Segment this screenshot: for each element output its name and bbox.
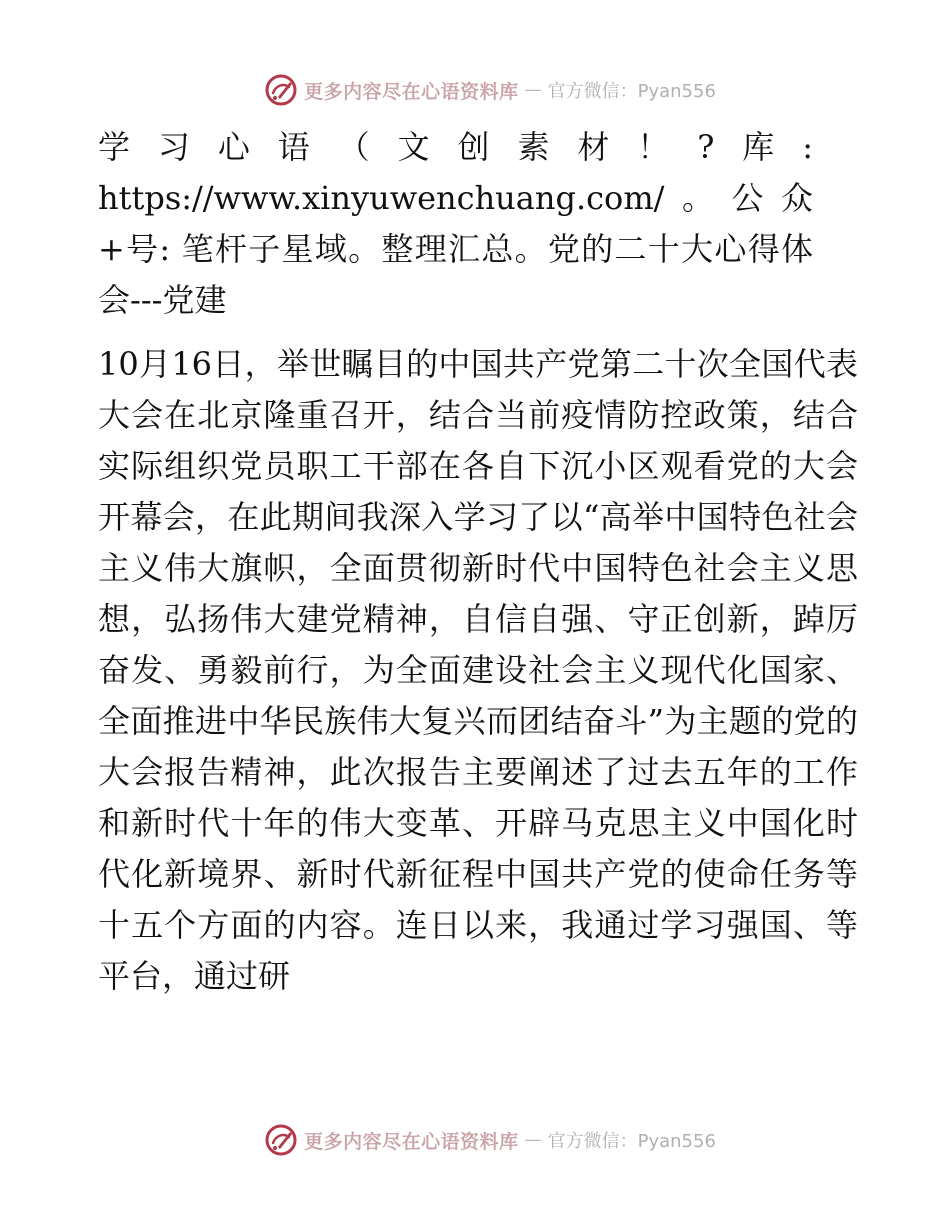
body-paragraph: 10月16日，举世瞩目的中国共产党第二十次全国代表大会在北京隆重召开，结合当前疫情防控政策，结合实际组织党员职工干部在各自下沉小区观看党的大会开幕会，在此期间我深入学习了以“高举中国特色社会主义伟大旗帜，全面贯彻新时代中国特色社会主义思想，弘扬伟大建党精神，自信自强、守正创新，踔厉奋发、勇毅前行，为全面建设社会主义现代化国家、全面推进中华民族伟大复兴而团结奋斗”为主题的党的大会报告精神，此次报告主要阐述了过去五年的工作和新时代十年的伟大变革、开辟马克思主义中国化时代化新境界、新时代新征程中国共产党的使命任务等十五个方面的内容。连日以来，我通过学习强国、等平台，通过研 <box>98 345 858 995</box>
watermark-wechat-text: 官方微信：Pyan556 <box>547 1131 716 1152</box>
watermark-wechat-text: 官方微信：Pyan556 <box>547 81 716 102</box>
watermark-site-text: 更多内容尽在心语资料库 <box>304 1130 519 1153</box>
document-body <box>98 122 858 1002</box>
watermark-site-text: 更多内容尽在心语资料库 <box>304 80 519 103</box>
header-watermark <box>0 70 950 110</box>
title-paragraph: 学习心语（文创素材！?库: https://www.xinyuwenchuang.com/。公众+号: 笔杆子星域。整理汇总。党的二十大心得体会---党建 <box>98 128 813 319</box>
brand-logo-icon <box>264 73 298 107</box>
footer-watermark <box>0 1120 950 1160</box>
watermark-dash: — <box>524 80 542 100</box>
header-watermark-content <box>264 73 716 107</box>
brand-logo-icon <box>264 1123 298 1157</box>
footer-watermark-content <box>264 1123 716 1157</box>
watermark-dash: — <box>524 1130 542 1150</box>
